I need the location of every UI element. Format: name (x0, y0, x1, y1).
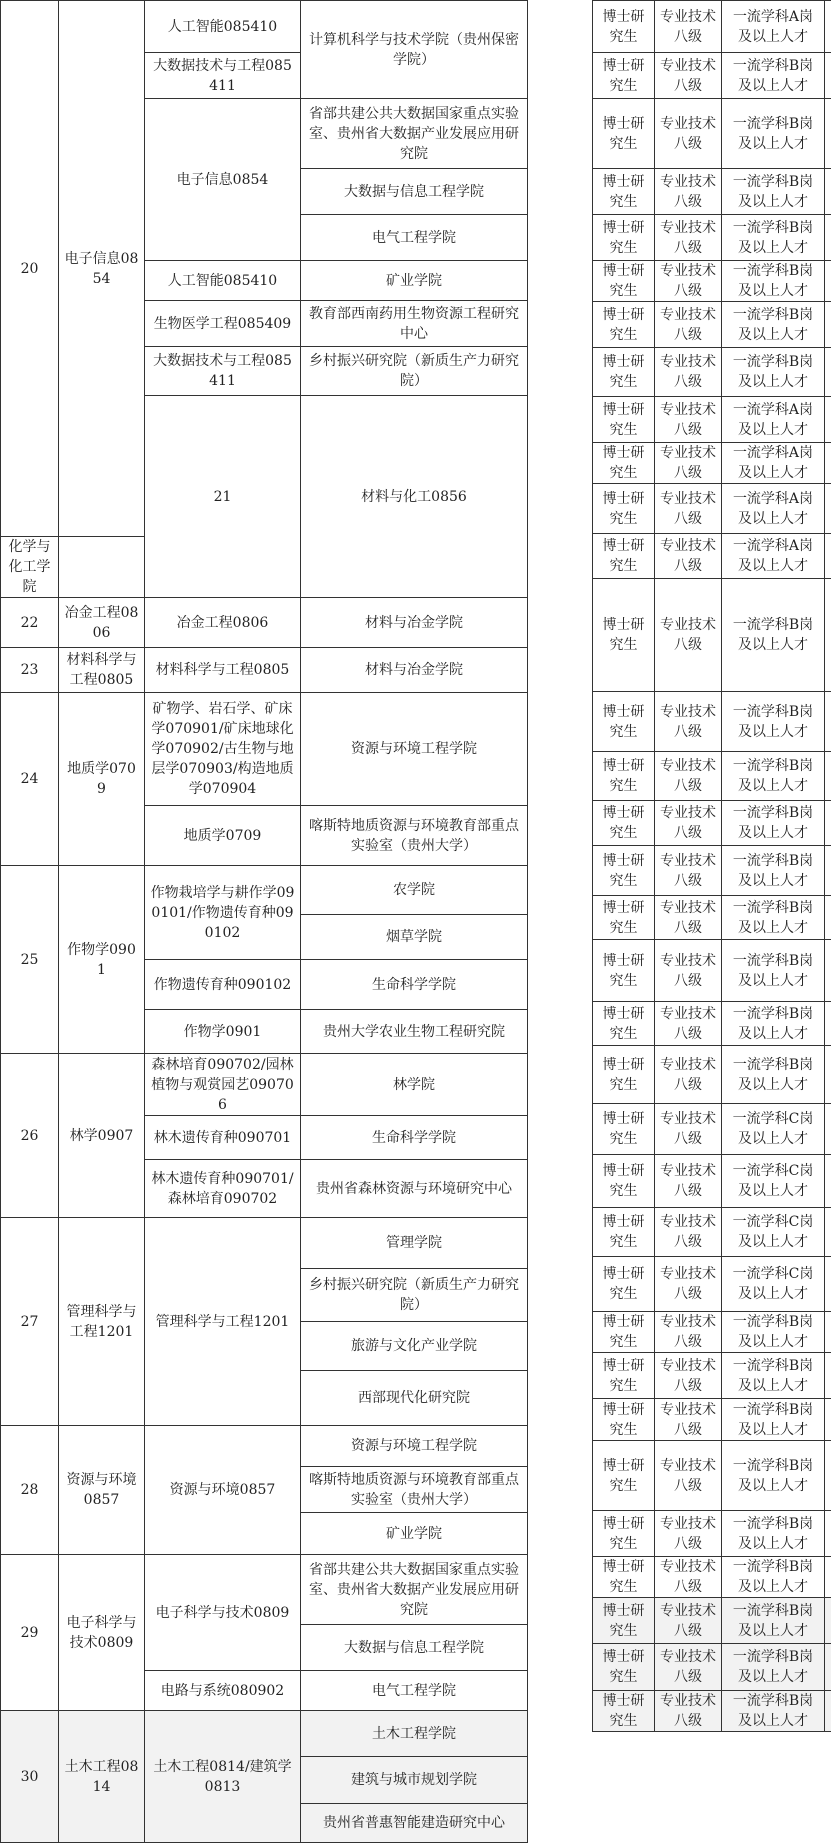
table-row (593, 1557, 831, 1598)
truncated-cell (825, 1399, 831, 1441)
college-cell: 资源与环境工程学院 (301, 1426, 528, 1467)
talent-cell: 一流学科A岗及以上人才 (722, 534, 825, 579)
talent-cell: 一流学科A岗及以上人才 (722, 397, 825, 443)
discipline-cell: 材料与化工0856 (301, 396, 528, 598)
college-cell: 乡村振兴研究院（新质生产力研究院） (301, 347, 528, 396)
degree-cell: 博士研究生 (593, 534, 655, 579)
truncated-cell (825, 1104, 831, 1155)
truncated-cell (825, 1, 831, 53)
major-cell: 电子信息0854 (145, 99, 301, 261)
level-cell: 专业技术八级 (655, 484, 722, 534)
truncated-cell (825, 1598, 831, 1644)
level-cell: 专业技术八级 (655, 348, 722, 397)
degree-cell: 博士研究生 (593, 99, 655, 169)
table-row (1, 1426, 528, 1467)
truncated-cell (825, 1002, 831, 1046)
level-cell: 专业技术八级 (655, 397, 722, 443)
major-cell: 生物医学工程085409 (145, 301, 301, 347)
talent-cell: 一流学科A岗及以上人才 (722, 484, 825, 534)
college-cell: 计算机科学与技术学院（贵州保密学院） (301, 1, 528, 99)
major-cell: 森林培育090702/园林植物与观赏园艺090706 (145, 1054, 301, 1116)
major-cell: 人工智能085410 (145, 1, 301, 53)
discipline-cell: 作物学0901 (59, 866, 145, 1054)
table-row (1, 648, 528, 693)
discipline-cell: 材料科学与工程0805 (59, 648, 145, 693)
college-cell: 旅游与文化产业学院 (301, 1322, 528, 1371)
table-row (593, 397, 831, 443)
talent-cell: 一流学科B岗及以上人才 (722, 53, 825, 99)
level-cell: 专业技术八级 (655, 534, 722, 579)
truncated-cell (825, 1691, 831, 1732)
table-row (593, 534, 831, 579)
table-row (593, 53, 831, 99)
level-cell: 专业技术八级 (655, 1557, 722, 1598)
talent-cell: 一流学科B岗及以上人才 (722, 1644, 825, 1691)
truncated-cell (825, 99, 831, 169)
table-row (593, 443, 831, 484)
truncated-cell (825, 1557, 831, 1598)
degree-cell: 博士研究生 (593, 1104, 655, 1155)
table-row (593, 846, 831, 896)
talent-cell: 一流学科B岗及以上人才 (722, 801, 825, 846)
level-cell: 专业技术八级 (655, 1208, 722, 1257)
table-row (1, 598, 528, 648)
talent-cell: 一流学科B岗及以上人才 (722, 1598, 825, 1644)
level-cell: 专业技术八级 (655, 1155, 722, 1208)
truncated-cell (825, 579, 831, 692)
table-row (593, 1441, 831, 1511)
degree-cell: 博士研究生 (593, 1441, 655, 1511)
talent-cell: 一流学科A岗及以上人才 (722, 443, 825, 484)
college-cell: 生命科学学院 (301, 1116, 528, 1160)
college-cell: 管理学院 (301, 1218, 528, 1269)
discipline-cell: 林学0907 (59, 1054, 145, 1218)
level-cell: 专业技术八级 (655, 1, 722, 53)
degree-cell: 博士研究生 (593, 1691, 655, 1732)
level-cell: 专业技术八级 (655, 896, 722, 940)
truncated-cell (825, 169, 831, 215)
major-cell: 管理科学与工程1201 (145, 1218, 301, 1426)
talent-cell: 一流学科B岗及以上人才 (722, 261, 825, 302)
talent-cell: 一流学科C岗及以上人才 (722, 1104, 825, 1155)
degree-cell: 博士研究生 (593, 692, 655, 752)
level-cell: 专业技术八级 (655, 302, 722, 348)
row-number-cell: 26 (1, 1054, 59, 1218)
major-cell: 大数据技术与工程085411 (145, 53, 301, 99)
degree-cell: 博士研究生 (593, 53, 655, 99)
recruitment-table-right (592, 0, 831, 1732)
table-row (593, 801, 831, 846)
truncated-cell (825, 692, 831, 752)
major-cell: 人工智能085410 (145, 261, 301, 301)
major-cell: 资源与环境0857 (145, 1426, 301, 1555)
college-cell: 电气工程学院 (301, 215, 528, 261)
truncated-cell (825, 1441, 831, 1511)
table-row (1, 866, 528, 915)
table-row (593, 261, 831, 302)
level-cell: 专业技术八级 (655, 1644, 722, 1691)
discipline-cell: 冶金工程0806 (59, 598, 145, 648)
level-cell: 专业技术八级 (655, 940, 722, 1002)
table-row (593, 1046, 831, 1104)
talent-cell: 一流学科B岗及以上人才 (722, 348, 825, 397)
major-cell: 作物学0901 (145, 1010, 301, 1054)
table-row (593, 1104, 831, 1155)
table-row (593, 940, 831, 1002)
table-row (593, 1, 831, 53)
degree-cell: 博士研究生 (593, 443, 655, 484)
discipline-cell: 电子信息0854 (59, 1, 145, 537)
level-cell: 专业技术八级 (655, 1312, 722, 1353)
degree-cell: 博士研究生 (593, 169, 655, 215)
talent-cell: 一流学科B岗及以上人才 (722, 1353, 825, 1399)
row-number-cell: 28 (1, 1426, 59, 1555)
truncated-cell (825, 1046, 831, 1104)
level-cell: 专业技术八级 (655, 692, 722, 752)
row-number-cell: 20 (1, 1, 59, 537)
truncated-cell (825, 896, 831, 940)
table-row (593, 692, 831, 752)
table-row (593, 1691, 831, 1732)
college-cell: 喀斯特地质资源与环境教育部重点实验室（贵州大学） (301, 1467, 528, 1513)
college-cell: 烟草学院 (301, 915, 528, 960)
truncated-cell (825, 261, 831, 302)
college-cell: 贵州大学农业生物工程研究院 (301, 1010, 528, 1054)
row-number-cell: 29 (1, 1555, 59, 1711)
degree-cell: 博士研究生 (593, 1353, 655, 1399)
level-cell: 专业技术八级 (655, 1353, 722, 1399)
table-row (593, 1155, 831, 1208)
talent-cell: 一流学科B岗及以上人才 (722, 302, 825, 348)
truncated-cell (825, 801, 831, 846)
talent-cell: 一流学科B岗及以上人才 (722, 752, 825, 801)
table-row (593, 1353, 831, 1399)
table-row (1, 693, 528, 806)
college-cell: 化学与化工学院 (1, 537, 59, 598)
row-number-cell: 24 (1, 693, 59, 866)
truncated-cell (825, 53, 831, 99)
talent-cell: 一流学科B岗及以上人才 (722, 169, 825, 215)
talent-cell: 一流学科B岗及以上人才 (722, 1046, 825, 1104)
major-cell: 林木遗传育种090701 (145, 1116, 301, 1160)
table-row (1, 1711, 528, 1757)
truncated-cell (825, 846, 831, 896)
major-cell: 作物栽培学与耕作学090101/作物遗传育种090102 (145, 866, 301, 960)
row-number-cell: 25 (1, 866, 59, 1054)
college-cell: 材料与冶金学院 (301, 598, 528, 648)
college-cell: 材料与冶金学院 (301, 648, 528, 693)
talent-cell: 一流学科B岗及以上人才 (722, 215, 825, 261)
degree-cell: 博士研究生 (593, 1399, 655, 1441)
talent-cell: 一流学科B岗及以上人才 (722, 1691, 825, 1732)
level-cell: 专业技术八级 (655, 169, 722, 215)
major-cell: 材料科学与工程0805 (145, 648, 301, 693)
degree-cell: 博士研究生 (593, 1557, 655, 1598)
table-row (593, 579, 831, 692)
degree-cell: 博士研究生 (593, 215, 655, 261)
truncated-cell (825, 752, 831, 801)
table-row (593, 169, 831, 215)
table-row (593, 896, 831, 940)
college-cell: 大数据与信息工程学院 (301, 1625, 528, 1671)
college-cell: 教育部西南药用生物资源工程研究中心 (301, 301, 528, 347)
level-cell: 专业技术八级 (655, 443, 722, 484)
degree-cell: 博士研究生 (593, 1644, 655, 1691)
discipline-cell: 电子科学与技术0809 (59, 1555, 145, 1711)
major-cell: 冶金工程0806 (145, 598, 301, 648)
truncated-cell (825, 1155, 831, 1208)
college-cell: 电气工程学院 (301, 1671, 528, 1711)
talent-cell: 一流学科B岗及以上人才 (722, 846, 825, 896)
degree-cell: 博士研究生 (593, 1312, 655, 1353)
degree-cell: 博士研究生 (593, 1, 655, 53)
degree-cell: 博士研究生 (593, 348, 655, 397)
talent-cell: 一流学科B岗及以上人才 (722, 692, 825, 752)
major-cell: 林木遗传育种090701/森林培育090702 (145, 1160, 301, 1218)
table-row (1, 1, 528, 53)
college-cell: 生命科学学院 (301, 960, 528, 1010)
row-number-cell: 23 (1, 648, 59, 693)
major-cell: 电子科学与技术0809 (145, 1555, 301, 1671)
table-row (593, 1511, 831, 1557)
table-row (593, 1257, 831, 1312)
degree-cell: 博士研究生 (593, 1511, 655, 1557)
college-cell: 省部共建公共大数据国家重点实验室、贵州省大数据产业发展应用研究院 (301, 99, 528, 169)
college-cell: 矿业学院 (301, 261, 528, 301)
level-cell: 专业技术八级 (655, 99, 722, 169)
level-cell: 专业技术八级 (655, 215, 722, 261)
degree-cell: 博士研究生 (593, 397, 655, 443)
level-cell: 专业技术八级 (655, 1691, 722, 1732)
table-row (593, 99, 831, 169)
truncated-cell (825, 1353, 831, 1399)
level-cell: 专业技术八级 (655, 846, 722, 896)
college-cell: 乡村振兴研究院（新质生产力研究院） (301, 1269, 528, 1322)
degree-cell: 博士研究生 (593, 1002, 655, 1046)
college-cell: 贵州省森林资源与环境研究中心 (301, 1160, 528, 1218)
table-row (593, 1598, 831, 1644)
college-cell: 西部现代化研究院 (301, 1371, 528, 1426)
truncated-cell (825, 940, 831, 1002)
college-cell: 资源与环境工程学院 (301, 693, 528, 806)
major-cell: 大数据技术与工程085411 (145, 347, 301, 396)
row-number-cell: 30 (1, 1711, 59, 1843)
level-cell: 专业技术八级 (655, 1598, 722, 1644)
degree-cell: 博士研究生 (593, 940, 655, 1002)
discipline-cell: 土木工程0814 (59, 1711, 145, 1843)
truncated-cell (825, 215, 831, 261)
talent-cell: 一流学科B岗及以上人才 (722, 1002, 825, 1046)
level-cell: 专业技术八级 (655, 1104, 722, 1155)
table-row (593, 215, 831, 261)
talent-cell: 一流学科B岗及以上人才 (722, 1441, 825, 1511)
truncated-cell (825, 1257, 831, 1312)
table-row (1, 1218, 528, 1269)
table-row (593, 1208, 831, 1257)
table-row (1, 1054, 528, 1116)
level-cell: 专业技术八级 (655, 579, 722, 692)
truncated-cell (825, 397, 831, 443)
table-row (593, 752, 831, 801)
table-row (593, 302, 831, 348)
talent-cell: 一流学科B岗及以上人才 (722, 1312, 825, 1353)
truncated-cell (825, 1208, 831, 1257)
truncated-cell (825, 534, 831, 579)
major-cell: 作物遗传育种090102 (145, 960, 301, 1010)
talent-cell: 一流学科B岗及以上人才 (722, 1399, 825, 1441)
degree-cell: 博士研究生 (593, 752, 655, 801)
degree-cell: 博士研究生 (593, 1208, 655, 1257)
level-cell: 专业技术八级 (655, 261, 722, 302)
talent-cell: 一流学科C岗及以上人才 (722, 1257, 825, 1312)
major-cell: 土木工程0814/建筑学0813 (145, 1711, 301, 1843)
level-cell: 专业技术八级 (655, 1046, 722, 1104)
discipline-cell: 地质学0709 (59, 693, 145, 866)
truncated-cell (825, 302, 831, 348)
major-cell: 矿物学、岩石学、矿床学070901/矿床地球化学070902/古生物与地层学070903/构造地质学070904 (145, 693, 301, 806)
degree-cell: 博士研究生 (593, 846, 655, 896)
truncated-cell (825, 484, 831, 534)
talent-cell: 一流学科B岗及以上人才 (722, 99, 825, 169)
college-cell: 土木工程学院 (301, 1711, 528, 1757)
degree-cell: 博士研究生 (593, 1155, 655, 1208)
table-row (593, 1312, 831, 1353)
degree-cell: 博士研究生 (593, 1257, 655, 1312)
talent-cell: 一流学科B岗及以上人才 (722, 1511, 825, 1557)
table-row (1, 1555, 528, 1625)
talent-cell: 一流学科A岗及以上人才 (722, 1, 825, 53)
truncated-cell (825, 348, 831, 397)
level-cell: 专业技术八级 (655, 1002, 722, 1046)
level-cell: 专业技术八级 (655, 1511, 722, 1557)
college-cell: 贵州省普惠智能建造研究中心 (301, 1804, 528, 1843)
table-row (593, 1644, 831, 1691)
college-cell: 喀斯特地质资源与环境教育部重点实验室（贵州大学） (301, 806, 528, 866)
college-cell: 林学院 (301, 1054, 528, 1116)
level-cell: 专业技术八级 (655, 1399, 722, 1441)
level-cell: 专业技术八级 (655, 752, 722, 801)
level-cell: 专业技术八级 (655, 801, 722, 846)
table-row (593, 1002, 831, 1046)
table-row (593, 484, 831, 534)
degree-cell: 博士研究生 (593, 302, 655, 348)
talent-cell: 一流学科C岗及以上人才 (722, 1208, 825, 1257)
major-cell: 电路与系统080902 (145, 1671, 301, 1711)
college-cell: 矿业学院 (301, 1513, 528, 1555)
talent-cell: 一流学科B岗及以上人才 (722, 896, 825, 940)
college-cell: 建筑与城市规划学院 (301, 1757, 528, 1804)
degree-cell: 博士研究生 (593, 801, 655, 846)
college-cell: 大数据与信息工程学院 (301, 169, 528, 215)
level-cell: 专业技术八级 (655, 1257, 722, 1312)
truncated-cell (825, 443, 831, 484)
degree-cell: 博士研究生 (593, 579, 655, 692)
degree-cell: 博士研究生 (593, 1598, 655, 1644)
row-number-cell: 27 (1, 1218, 59, 1426)
degree-cell: 博士研究生 (593, 261, 655, 302)
level-cell: 专业技术八级 (655, 53, 722, 99)
talent-cell: 一流学科B岗及以上人才 (722, 940, 825, 1002)
row-number-cell: 21 (145, 396, 301, 598)
level-cell: 专业技术八级 (655, 1441, 722, 1511)
degree-cell: 博士研究生 (593, 1046, 655, 1104)
table-row (593, 348, 831, 397)
college-cell: 农学院 (301, 866, 528, 915)
talent-cell: 一流学科C岗及以上人才 (722, 1155, 825, 1208)
table-row (593, 1399, 831, 1441)
talent-cell: 一流学科B岗及以上人才 (722, 1557, 825, 1598)
discipline-cell: 管理科学与工程1201 (59, 1218, 145, 1426)
talent-cell: 一流学科B岗及以上人才 (722, 579, 825, 692)
truncated-cell (825, 1312, 831, 1353)
degree-cell: 博士研究生 (593, 484, 655, 534)
truncated-cell (825, 1511, 831, 1557)
college-cell: 省部共建公共大数据国家重点实验室、贵州省大数据产业发展应用研究院 (301, 1555, 528, 1625)
row-number-cell: 22 (1, 598, 59, 648)
truncated-cell (825, 1644, 831, 1691)
major-cell: 地质学0709 (145, 806, 301, 866)
discipline-cell: 资源与环境0857 (59, 1426, 145, 1555)
degree-cell: 博士研究生 (593, 896, 655, 940)
